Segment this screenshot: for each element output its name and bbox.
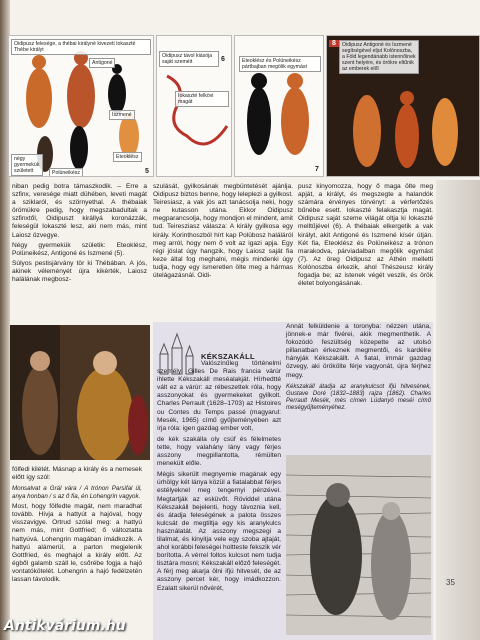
caption-antigone: Antigoné	[89, 58, 115, 68]
box-title: KÉKSZAKÁLL	[201, 352, 255, 361]
caption-oidipusz-eyes: Oidipusz távol kiásója saját szeméit	[159, 51, 219, 67]
painting-figures	[10, 325, 150, 460]
caption-brothers: Eteoklész és Polüneikész pártbajban megölik egymást	[239, 56, 321, 72]
text-column-3	[298, 183, 433, 290]
paragraph: fölfedi kilétét. Másnap a király és a nemesek előtt így szól:	[12, 466, 142, 482]
paragraph: pusz kinyomozza, hogy ő maga ölte meg apját, a királyt, és megszegte a halandók számára érvényes törvényt: a vérfertőzés bűnébe esett. Iokaszté felakasztja magát. Oidipusz saját szeme világát oltja ki Iokaszté melltűjével (6). A thébaiak elkergetik a vak királyt, akit Antigoné és Iszmené kísér útján. Két fia, Eteoklész és Polüneikész a trónon marakodva, párviadalban megölik egymást (7). Az öreg Oidipusz az Athén melletti Kolónoszba érkezik, ahol Thészeusz király fogadja be; az istenek végét veszik, és örök életet bolyongásának.	[298, 183, 433, 288]
paragraph: Valószínűleg történelmi személy: Gilles De Rais francia várúr ihlette Kékszakáll meséalakját. Hírhedtté vált ez a várúr: az rébeszettek róla, hogy asszonyokat és gyermekeket gyilkolt. Charles Perrault (1628–1703) az Histoires ou Contes du Temps passé (magyarul: Mesék, 1965) című gyűjteményében azt írja róla: igen gazdag ember volt,	[157, 360, 281, 432]
caption-eteoklesz: Eteoklész	[113, 152, 142, 162]
caption-iokaszte: Iokaszté felkövi magát	[175, 91, 229, 107]
panel-number-6: 6	[221, 56, 225, 63]
page-shadow	[436, 180, 480, 640]
panel-number-7: 7	[315, 166, 319, 173]
panel-oidipusz-blinding	[156, 35, 232, 177]
paragraph: Négy gyermekük születik: Eteoklész, Polüneikész, Antigoné és Iszmené (5).	[12, 241, 147, 257]
quote: Monsalvat a Grál vára / A trónon Parsifal ül, anya honban / s az ő fia, én Lohengrin vagyok.	[12, 485, 142, 500]
panel-family	[8, 35, 154, 177]
etching-caption: Kékszakáll átadja az aranykulcsot ifjú hitvesének, Gustave Doré (1832–1883) rajza (1862). Charles Perrault Mesék, més címen Lúdanyó meséi című meségyűjteményéhez.	[286, 383, 431, 412]
page-number: 35	[446, 578, 455, 587]
paragraph: Súlyos pestisjárvány tör ki Thébában. A jós, akinek véleményét újra kikérték, Laiosz halálának megbosz-	[12, 259, 147, 284]
paragraph: szulását, gyilkosának megbüntetését ajánlja. Oidipusz biztos benne, hogy leleplezi a gyilkost. Teiresiasz, a vak jós azt tanácsolja neki, hogy ne kutasson utána. Ekkor Oidipusz megparancsolja, hogy mondjon el mindent, amit tud. Teiresziasz válasza: A király gyilkosa egy király. Korinthoszból hírt kap Polübosz haláláról meg arról, hogy nem ő volt az igazi apja. Egy régi jóslat úgy hangzik, hogy Laiosz saját fia keze által fog meghalni, mégis mindenki úgy tudja, hogy egy ismeretlen ölte meg a hármas útelágazásnál. Oidi-	[153, 183, 294, 280]
paragraph: de kék szakálla oly csúf és félelmetes tette, hogy valahány lány vagy férjes asszony megpillantotta, rémülten menekült előle.	[157, 435, 281, 468]
kekszakall-column-1	[157, 360, 281, 596]
paragraph: Annát felküldenie a toronyba: nézzen utána, jönnek-e már fivérei, akik megmenthetik. A fokozódó feszültség közepette az utolsó pillanatban érkeznek megmentői, és kardélre hányják Kékszakállt. A fiatal, immár gazdag özvegy, aki örökölte férje vagyonát, újra férjhez megy.	[286, 323, 431, 379]
caption-polyneikesz: Polüneikész	[49, 168, 83, 177]
paragraph: Most, hogy fölfedte magát, nem maradhat tovább. Hívja a hattyút a hajóval, hogy visszavigye. Ortrud szólal meg: a hattyú nem más, mint Gottfried; ő változtatta hattyúvá. Lohengrin magában imádkozik. A hattyú alámerül, a parton megjelenik Gottfried, és meghajol a király előtt. Az égből galamb száll le, csőrébe fogja a hajó vontatókötelét. Lohengrin a hajó fedélzetén lassan távolodik.	[12, 503, 142, 584]
panel-brothers-duel	[234, 35, 324, 177]
caption-iszmene: Iszmené	[109, 110, 135, 120]
text-column-2	[153, 183, 293, 282]
lohengrin-text	[12, 466, 142, 587]
watermark: Antikvárium.hu	[4, 618, 126, 634]
etching-figures	[286, 455, 431, 635]
caption-oidipusz-wife: Oidipusz felesége, a thébai királyné kivezeti Iokaszté Thébe királyt	[11, 39, 151, 55]
panel-number-5: 5	[145, 168, 149, 175]
kekszakall-column-2	[286, 323, 431, 412]
paragraph: Mégis sikerült megnyernie magának egy úrhölgy két lánya közül a fiatalabbat férjes estélyeknel meg tengernyi pénzével. Megtartják az esküvőt. Röviddel utána Kékszakáll bejelenti, hogy távoznia kell, és átadja feleségének a palota összes kulcsát de megtiltja egy kis aranykulcs használatát. Az asszony megszegi a tilalmat, és kinyitja vele egy szoba ajtaját, ahol korábbi feleségei holtteste fekszik vér borította. A vérrel foltos kulcsot nem tudja tisztára mosni; Kékszakáll előző feleségét. A férj meg akarja ölni ifjú hitvesét, de az asszony percet kér, hogy imádkozzon. Ezalatt sikerül nővérét,	[157, 471, 281, 592]
panel-kolonosz	[326, 35, 480, 177]
lohengrin-painting	[10, 325, 150, 460]
caption-negy: négy gyermekük született	[11, 154, 43, 176]
panel-number-8: 8	[329, 40, 339, 47]
illustration-strip	[8, 35, 480, 180]
text-column-1	[12, 183, 147, 286]
paragraph: niban pedig botra támaszkodik. – Erre a szfinx, veresége miatt dühében, leveti magát a sziklaról, és szörnyethal. A thébaiak örömükre pedig, hogy megszabadultak a szfinxtől, Oidipuszt királlyá koronázzák, feleségül Iokaszté lesz, aki nem más, mint Laiosz özvegye.	[12, 183, 147, 239]
caption-kolonosz: Oidipusz Antigoné és Iszmené segítségével eljut Kolónoszba, a Föld legendáriabb istennőinek szent helyére, és örökre eltűnik az emberek elől	[339, 40, 419, 74]
dore-etching	[286, 455, 431, 635]
